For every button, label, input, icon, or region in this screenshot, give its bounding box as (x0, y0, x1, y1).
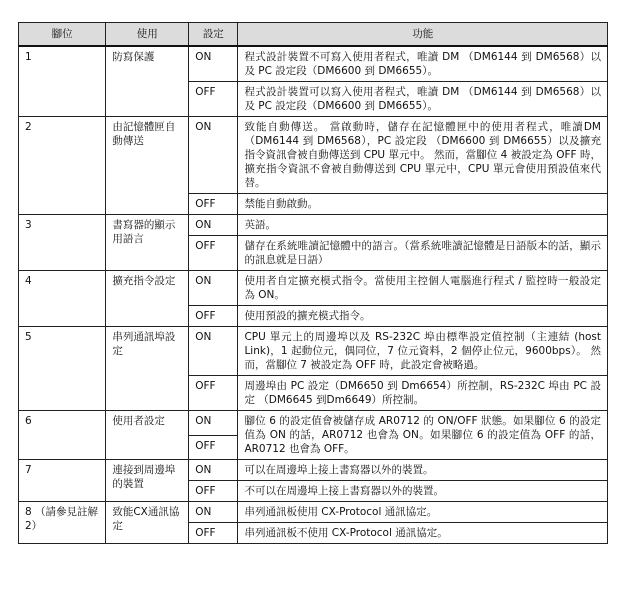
pin-cell: 2 (19, 117, 106, 215)
function-cell: 程式設計裝置不可寫入使用者程式，唯讀 DM （DM6144 到 DM6568）以及 PC 設定段（DM6600 到 DM6655）。 (238, 46, 608, 82)
pin-cell: 4 (19, 271, 106, 327)
table-row (19, 46, 608, 82)
pin-cell: 7 (19, 460, 106, 502)
table-row (19, 271, 608, 306)
use-cell: 使用者設定 (106, 411, 189, 460)
use-cell: 擴充指令設定 (106, 271, 189, 327)
function-cell: 儲存在系統唯讀記憶體中的語言。（當系統唯讀記憶體是日語版本的話，顯示的訊息就是日語） (238, 236, 608, 271)
dip-switch-table-sheet (18, 22, 608, 544)
pin-cell: 6 (19, 411, 106, 460)
table-row (19, 327, 608, 376)
table-row (19, 117, 608, 194)
header-function: 功能 (238, 23, 608, 47)
use-cell: 書寫器的顯示用語言 (106, 215, 189, 271)
function-cell: 周邊埠由 PC 設定（DM6650 到 Dm6654）所控制，RS-232C 埠由 PC 設定 （DM6645 到Dm6649）所控制。 (238, 376, 608, 411)
function-cell: 使用預設的擴充模式指令。 (238, 306, 608, 327)
function-cell: 可以在周邊埠上接上書寫器以外的裝置。 (238, 460, 608, 481)
function-cell: 腳位 6 的設定值會被儲存成 AR0712 的 ON/OFF 狀態。如果腳位 6 的設定值為 ON 的話，AR0712 也會為 ON。如果腳位 6 的設定值為 OFF 的話，AR0712 也會為 OFF。 (238, 411, 608, 460)
setting-cell: ON (189, 46, 238, 82)
function-cell: 英語。 (238, 215, 608, 236)
setting-cell: ON (189, 271, 238, 306)
function-cell: CPU 單元上的周邊埠以及 RS-232C 埠由標準設定值控制（主連結 (host Link)，1 起動位元，偶同位，7 位元資料，2 個停止位元，9600bps）。 然而，當腳位 7 被設定為 OFF 時，此設定會被略過。 (238, 327, 608, 376)
function-cell: 串列通訊板不使用 CX-Protocol 通訊協定。 (238, 523, 608, 544)
use-cell: 串列通訊埠設定 (106, 327, 189, 411)
setting-cell: OFF (189, 82, 238, 117)
function-cell: 使用者自定擴充模式指令。當使用主控個人電腦進行程式 / 監控時一般設定為 ON。 (238, 271, 608, 306)
pin-cell: 1 (19, 46, 106, 117)
setting-cell: ON (189, 502, 238, 523)
setting-cell: ON (189, 215, 238, 236)
function-cell: 不可以在周邊埠上接上書寫器以外的裝置。 (238, 481, 608, 502)
header-setting: 設定 (189, 23, 238, 47)
setting-cell: OFF (189, 523, 238, 544)
table-row (19, 411, 608, 436)
setting-cell: OFF (189, 376, 238, 411)
table-row (19, 502, 608, 523)
table-header-row (19, 23, 608, 47)
setting-cell: ON (189, 117, 238, 194)
setting-cell: OFF (189, 194, 238, 215)
use-cell: 防寫保護 (106, 46, 189, 117)
function-cell: 串列通訊板使用 CX-Protocol 通訊協定。 (238, 502, 608, 523)
function-cell: 程式設計裝置可以寫入使用者程式，唯讀 DM （DM6144 到 DM6568）以及 PC 設定段（DM6600 到 DM6655）。 (238, 82, 608, 117)
setting-cell: OFF (189, 236, 238, 271)
setting-cell: ON (189, 411, 238, 436)
pin-cell: 8 （請參見註解2） (19, 502, 106, 544)
dip-switch-settings-table (18, 22, 608, 544)
setting-cell: ON (189, 460, 238, 481)
function-cell: 致能自動傳送。 當啟動時，儲存在記憶體匣中的使用者程式，唯讀DM（DM6144 到 DM6568），PC 設定段 （DM6600 到 DM6655）以及擴充指令資訊會被自動傳送到 CPU 單元中。 然而，當腳位 4 被設定為 OFF 時，擴充指令資訊不會被自動傳送到 CPU 單元中，CPU 單元會使用預設值來代替。 (238, 117, 608, 194)
table-row (19, 460, 608, 481)
function-cell: 禁能自動啟動。 (238, 194, 608, 215)
use-cell: 致能CX通訊協定 (106, 502, 189, 544)
setting-cell: OFF (189, 306, 238, 327)
header-use: 使用 (106, 23, 189, 47)
header-pin: 腳位 (19, 23, 106, 47)
use-cell: 由記憶體匣自動傳送 (106, 117, 189, 215)
setting-cell: ON (189, 327, 238, 376)
pin-cell: 5 (19, 327, 106, 411)
table-row (19, 215, 608, 236)
use-cell: 連接到周邊埠的裝置 (106, 460, 189, 502)
setting-cell: OFF (189, 435, 238, 460)
setting-cell: OFF (189, 481, 238, 502)
pin-cell: 3 (19, 215, 106, 271)
